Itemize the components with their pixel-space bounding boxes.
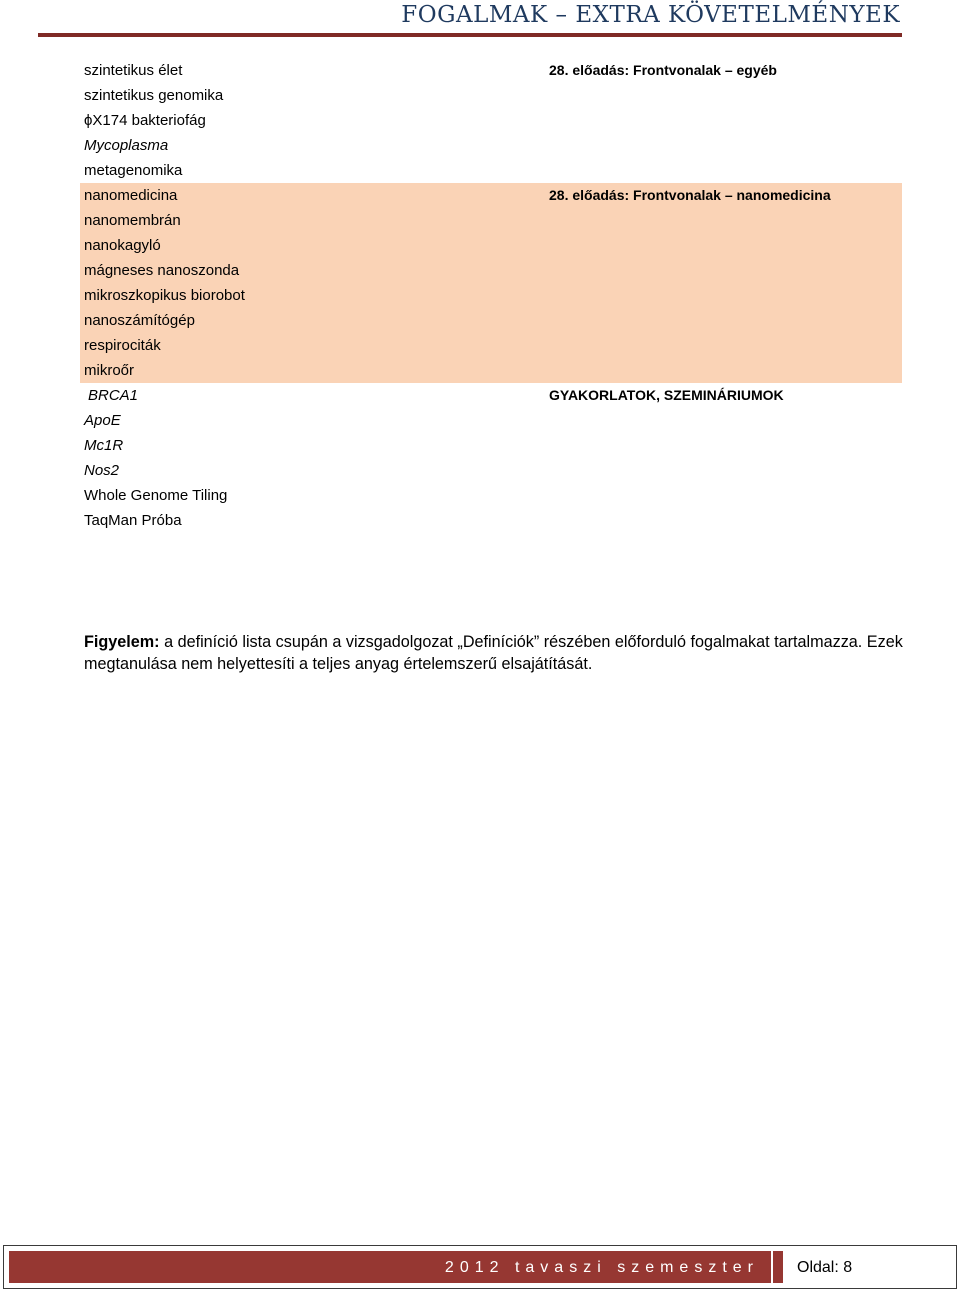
term: Whole Genome Tiling (84, 487, 228, 504)
term: nanomembrán (84, 212, 181, 229)
term-row (80, 483, 902, 508)
term-row (80, 433, 902, 458)
term-row (80, 508, 902, 533)
term: ϕX174 bakteriofág (84, 112, 206, 129)
page-footer (3, 1245, 957, 1289)
term: mikroőr (84, 362, 135, 379)
attention-note (84, 631, 904, 675)
term: nanomedicina (84, 187, 178, 204)
term-row (80, 108, 902, 133)
lecture-ref: 28. előadás: Frontvonalak – egyéb (549, 62, 777, 78)
term-row-highlighted (80, 283, 902, 308)
term-row (80, 58, 902, 83)
term: Mycoplasma (84, 137, 169, 154)
term: Mc1R (84, 437, 124, 454)
term-row-highlighted (80, 308, 902, 333)
term-row-highlighted (80, 208, 902, 233)
lecture-ref: 28. előadás: Frontvonalak – nanomedicina (549, 187, 831, 203)
term: mágneses nanoszonda (84, 262, 240, 279)
term-row (80, 408, 902, 433)
term: szintetikus élet (84, 62, 183, 79)
term: TaqMan Próba (84, 512, 182, 529)
term: Nos2 (84, 462, 120, 479)
term-row-highlighted (80, 333, 902, 358)
note-label: Figyelem: (84, 633, 160, 651)
header-rule (38, 33, 902, 37)
footer-semester: 2012 tavaszi szemeszter (444, 1259, 759, 1276)
footer-divider (771, 1251, 773, 1285)
term: respirociták (84, 337, 161, 354)
term-row-highlighted (80, 358, 902, 383)
term: nanoszámítógép (84, 312, 195, 329)
lecture-ref: GYAKORLATOK, SZEMINÁRIUMOK (549, 387, 784, 403)
note-text: a definíció lista csupán a vizsgadolgozat „Definíciók” részében előforduló fogalmakat tartalmazza. Ezek megtanulása nem helyettesíti a teljes anyag értelemszerű elsajátítását. (84, 633, 903, 673)
term-row-highlighted (80, 258, 902, 283)
term: metagenomika (84, 162, 183, 179)
term: nanokagyló (84, 237, 161, 254)
term-row (80, 158, 902, 183)
page-header-title: FOGALMAK – EXTRA KÖVETELMÉNYEK (401, 2, 900, 28)
term-row-highlighted (80, 233, 902, 258)
term-row-highlighted (80, 183, 902, 208)
term: mikroszkopikus biorobot (84, 287, 245, 304)
term: ApoE (84, 412, 121, 429)
term-row (80, 458, 902, 483)
page-number: Oldal: 8 (783, 1251, 951, 1285)
term-row (80, 383, 902, 408)
term-row (80, 83, 902, 108)
term-row (80, 133, 902, 158)
term: szintetikus genomika (84, 87, 224, 104)
term: BRCA1 (88, 387, 139, 404)
footer-bar (9, 1251, 951, 1283)
terms-table (80, 58, 902, 533)
